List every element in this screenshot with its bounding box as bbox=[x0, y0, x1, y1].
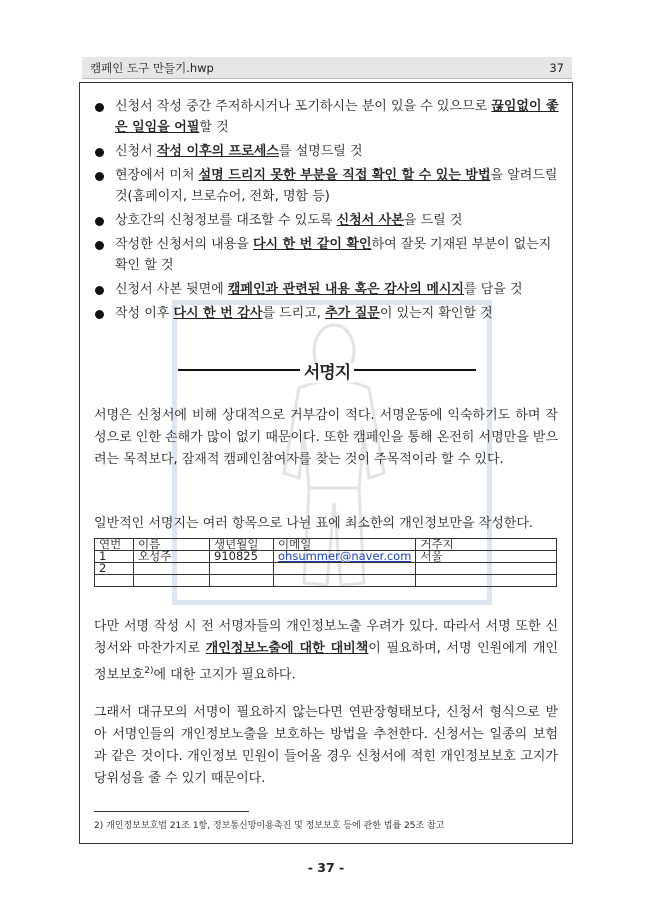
table-row bbox=[95, 575, 557, 587]
bullet-item: 작성한 신청서의 내용을 다시 한 번 같이 확인하여 잘못 기재된 부분이 없는지 확인 할 것 bbox=[94, 234, 560, 276]
col-header-residence: 거주지 bbox=[416, 539, 557, 551]
signature-table bbox=[94, 538, 557, 587]
header-page-number: 37 bbox=[549, 60, 564, 75]
bullet-item: 신청서 작성 이후의 프로세스를 설명드릴 것 bbox=[94, 141, 560, 162]
paragraph-signature-form: 일반적인 서명지는 여러 항목으로 나뉜 표에 최소한의 개인정보만을 작성한다. bbox=[94, 516, 534, 531]
footnote-divider bbox=[94, 811, 249, 812]
bullet-item: 현장에서 미처 설명 드리지 못한 부분을 직접 확인 할 수 있는 방법을 알려드릴 것(홈페이지, 브로슈어, 전화, 명함 등) bbox=[94, 165, 560, 207]
bullet-dot-icon bbox=[95, 103, 104, 112]
paragraph-privacy: 다만 서명 작성 시 전 서명자들의 개인정보노출 우려가 있다. 따라서 서명 또한 신청서와 마찬가지로 개인정보노출에 대한 대비책이 필요하며, 서명 인원에게 개인정보보호$^{2)}$에 대한 고지가 필요하다. bbox=[94, 619, 559, 683]
paragraph-recommendation: 그래서 대규모의 서명이 필요하지 않는다면 연판장형태보다, 신청서 형식으로 받아 서명인들의 개인정보노출을 보호하는 방법을 추천한다. 신청서는 일종의 보험과 같은 것이다. 개인정보 민원이 들어올 경우 신청서에 적힌 개인정보보호 고지가 당위성을 줄 수 있기 때문이다. bbox=[94, 705, 558, 786]
bullet-item: 신청서 작성 중간 주저하시거나 포기하시는 분이 있을 수 있으므로 끊임없이 좋은 일임을 어필할 것 bbox=[94, 96, 560, 138]
document-filename: 캠페인 도구 만들기.hwp bbox=[90, 60, 214, 75]
col-header-email: 이메일 bbox=[274, 539, 416, 551]
col-header-number: 연번 bbox=[95, 539, 134, 551]
col-header-name: 이름 bbox=[134, 539, 210, 551]
footnote: 2) 개인정보보호법 21조 1항, 정보통신망이용촉진 및 정보보호 등에 관한 법률 25조 참고 bbox=[94, 821, 445, 831]
table-row: 2 bbox=[95, 563, 557, 575]
bullet-dot-icon bbox=[95, 217, 104, 226]
document-header bbox=[82, 57, 572, 79]
page-number: - 37 - bbox=[307, 860, 345, 875]
bullet-dot-icon bbox=[95, 172, 104, 181]
bullet-dot-icon bbox=[95, 310, 104, 319]
bullet-item: 상호간의 신청정보를 대조할 수 있도록 신청서 사본을 드릴 것 bbox=[94, 210, 560, 231]
bullet-dot-icon bbox=[95, 148, 104, 157]
section-heading bbox=[94, 356, 560, 382]
bullet-list-section bbox=[94, 96, 560, 327]
bullet-item: 신청서 사본 뒷면에 캠페인과 관련된 내용 혹은 감사의 메시지를 담을 것 bbox=[94, 279, 560, 300]
email-link[interactable]: ohsummer@naver.com bbox=[274, 551, 416, 563]
bullet-dot-icon bbox=[95, 241, 104, 250]
footnote-reference[interactable]: 2) bbox=[144, 666, 154, 676]
col-header-birthdate: 생년월일 bbox=[210, 539, 274, 551]
bullet-item: 작성 이후 다시 한 번 감사를 드리고, 추가 질문이 있는지 확인할 것 bbox=[94, 303, 560, 324]
section-title: 서명지 bbox=[300, 363, 354, 383]
bullet-dot-icon bbox=[95, 286, 104, 295]
table-row: 1 오성주 910825 ohsummer@naver.com 서울 bbox=[95, 551, 557, 563]
paragraph-signature-intro: 서명은 신청서에 비해 상대적으로 거부감이 적다. 서명운동에 익숙하기도 하며 작성으로 인한 손해가 많이 없기 때문이다. 또한 캠페인을 통해 온전히 서명만을 받으려는 목적보다, 잠재적 캠페인참여자를 찾는 것이 주목적이라 할 수 있다. bbox=[94, 408, 559, 467]
